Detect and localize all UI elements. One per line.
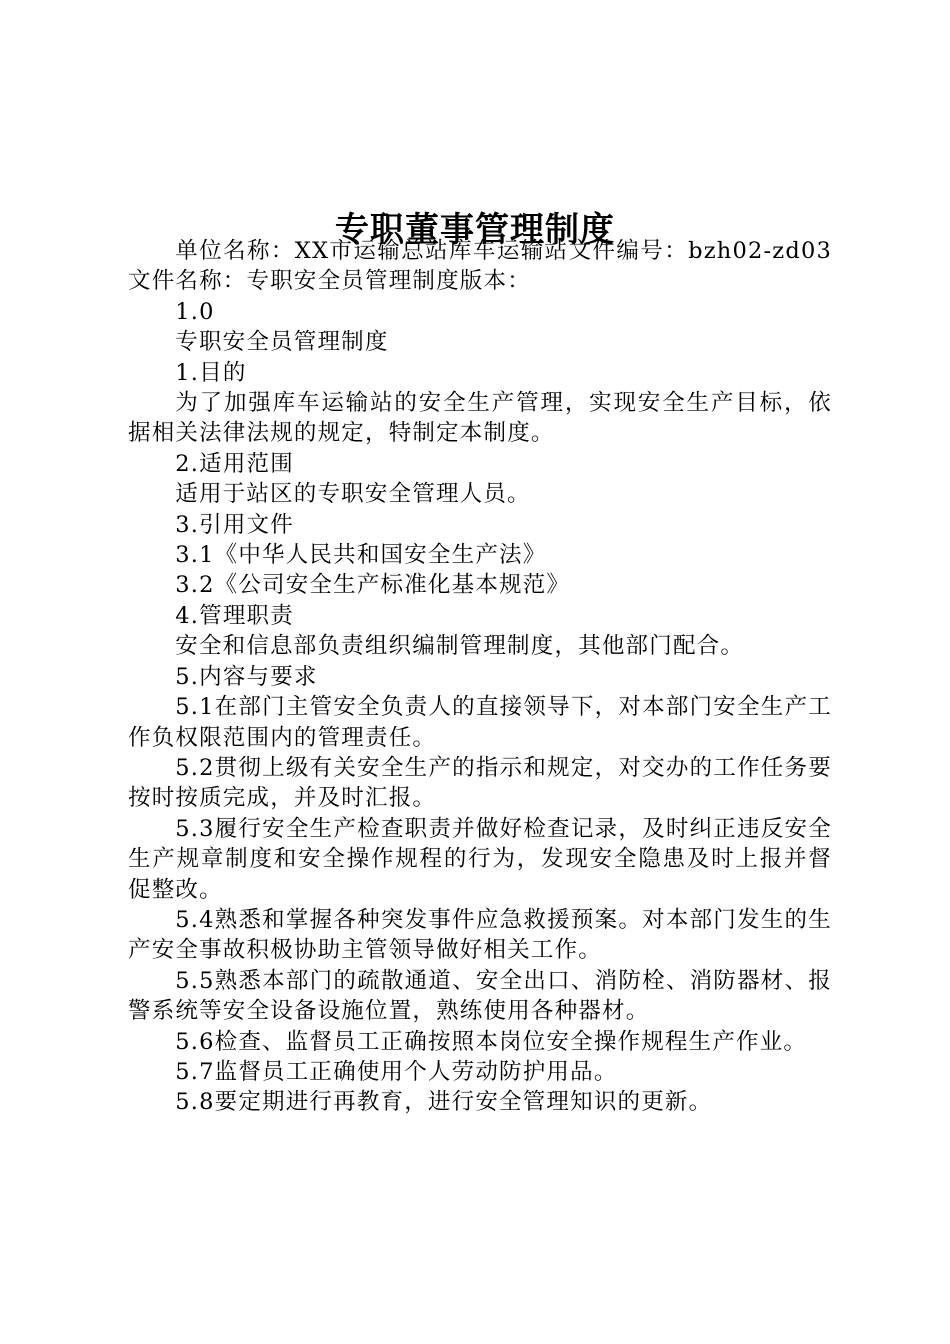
section-heading-purpose: 1.目的 [175, 359, 247, 386]
paragraph-subtitle: 专职安全员管理制度 [175, 329, 389, 356]
section-heading-references: 3.引用文件 [175, 511, 294, 538]
paragraph-version: 1.0 [175, 298, 215, 325]
paragraph-item-5-1: 5.1在部门主管安全负责人的直接领导下，对本部门安全生产工作负权限范围内的管理责任。 [128, 694, 832, 751]
paragraph-scope: 适用于站区的专职安全管理人员。 [175, 481, 531, 508]
paragraph-purpose: 为了加强库车运输站的安全生产管理，实现安全生产目标，依据相关法律法规的规定，特制定本制度。 [128, 390, 832, 447]
document-title: 专职董事管理制度 [335, 209, 615, 250]
paragraph-reference-2: 3.2《公司安全生产标准化基本规范》 [175, 572, 571, 599]
paragraph-item-5-2: 5.2贯彻上级有关安全生产的指示和规定，对交办的工作任务要按时按质完成，并及时汇报。 [128, 754, 832, 812]
paragraph-item-5-3: 5.3履行安全生产检查职责并做好检查记录，及时纠正违反安全生产规章制度和安全操作规程的行为，发现安全隐患及时上报并督促整改。 [128, 815, 832, 903]
paragraph-reference-1: 3.1《中华人民共和国安全生产法》 [175, 542, 547, 569]
section-heading-requirements: 5.内容与要求 [175, 663, 318, 690]
paragraph-header-info: 单位名称：XX市运输总站库车运输站文件编号：bzh02-zd03文件名称：专职安全员管理制度版本： [128, 238, 832, 295]
paragraph-item-5-5: 5.5熟悉本部门的疏散通道、安全出口、消防栓、消防器材、报警系统等安全设备设施位置，熟练使用各种器材。 [128, 967, 832, 1025]
paragraph-item-5-4: 5.4熟悉和掌握各种突发事件应急救援预案。对本部门发生的生产安全事故积极协助主管领导做好相关工作。 [128, 906, 832, 964]
section-heading-scope: 2.适用范围 [175, 450, 294, 477]
paragraph-item-5-8: 5.8要定期进行再教育，进行安全管理知识的更新。 [175, 1089, 713, 1116]
paragraph-item-5-6: 5.6检查、监督员工正确按照本岗位安全操作规程生产作业。 [175, 1028, 808, 1055]
section-heading-responsibilities: 4.管理职责 [175, 602, 294, 629]
document-body [128, 236, 832, 1118]
paragraph-item-5-7: 5.7监督员工正确使用个人劳动防护用品。 [175, 1058, 618, 1085]
paragraph-responsibilities: 安全和信息部负责组织编制管理制度，其他部门配合。 [175, 633, 745, 660]
